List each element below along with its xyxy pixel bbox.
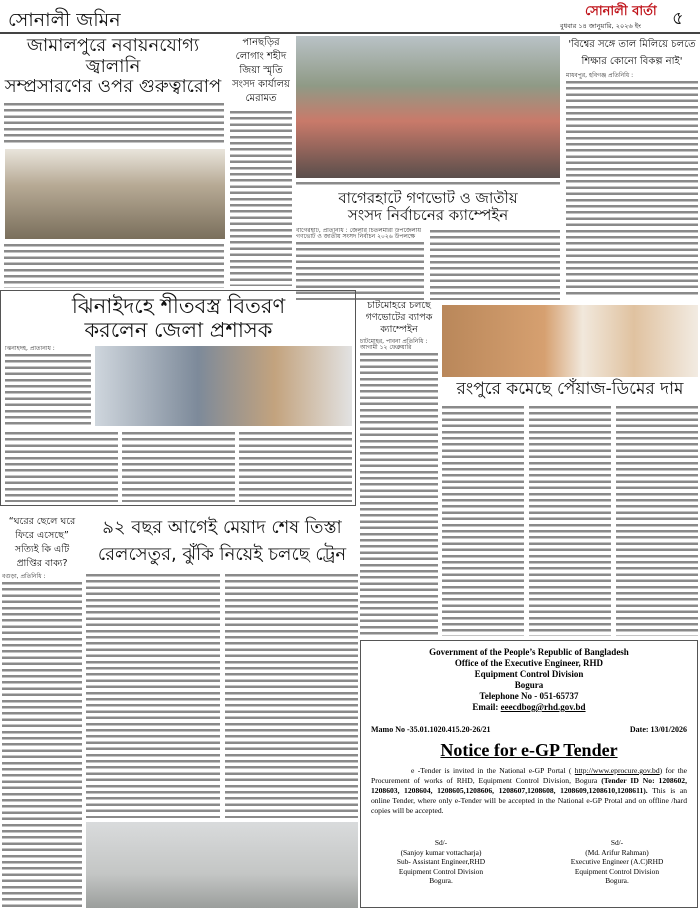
body-text: e -Tender is invited in the National e-GP Portal (: [411, 766, 575, 775]
signatory-name: (Md. Arifur Rahman): [585, 847, 649, 857]
article-body: [122, 430, 235, 502]
article-lead: বগুড়া, প্রতিনিধি :: [2, 574, 82, 580]
header-rule: [0, 32, 700, 34]
article-body: [4, 101, 224, 145]
article-lead: মাধবপুর, হবিগঞ্জ প্রতিনিধি :: [566, 73, 698, 79]
article-box-jhenaidah: [0, 290, 356, 506]
signature-left: [371, 838, 511, 886]
newspaper-logo: সোনালী বার্তা: [585, 4, 657, 19]
photo-rail-bridge-fog: [86, 822, 358, 908]
article-lead: চাটমোহর, পাবনা প্রতিনিধি : আগামী ১২ ফেব্রুয়ারি: [360, 339, 438, 351]
photo-meeting: [5, 149, 225, 239]
article-body: [529, 404, 611, 636]
signature-right: [547, 838, 687, 886]
article-education: [566, 36, 698, 298]
article-chatmohar: [360, 300, 438, 636]
tender-phone: Telephone No - 051-65737: [479, 691, 579, 701]
memo-number: Mamo No -35.01.1020.415.20-26/21: [371, 725, 491, 734]
tender-notice: [360, 640, 698, 908]
headline-line: বাগেরহাটে গণভোট ও জাতীয়: [338, 190, 518, 207]
headline-bagerhat: [296, 190, 560, 225]
headline-panchhari: পানছড়ির লোগাং শহীদ জিয়া স্মৃতি সংসদ কার্যালয় মেরামত: [232, 37, 290, 104]
eprocure-link[interactable]: http://www.eprocure.gov.bd: [574, 766, 660, 775]
article-body: [239, 430, 352, 502]
body-text: ) for the Procurement of works of RHD, Equipment Control Division, Bogura: [371, 766, 687, 785]
article-column: [5, 346, 91, 426]
headline-line: সম্প্রসারণের ওপর গুরুত্বারোপ: [4, 76, 222, 98]
article-panchhari: [230, 36, 292, 286]
tender-email: [371, 702, 687, 713]
article-ghorer-chele: [2, 515, 82, 908]
photo-blanket-distribution: [95, 346, 352, 426]
article-body: [430, 228, 560, 301]
email-label: Email:: [472, 702, 501, 712]
article-jamalpur: [0, 36, 226, 288]
signatory-division: Equipment Control Division: [574, 866, 660, 876]
headline-education: 'বিশ্বের সঙ্গে তাল মিলিয়ে চলতে শিক্ষার কোনো বিকল্প নাই': [568, 39, 696, 67]
memo-row: [371, 725, 687, 734]
article-body: [86, 572, 220, 818]
tender-division: Equipment Control Division: [474, 669, 584, 679]
article-body: [360, 351, 438, 636]
signatory-place: Bogura.: [605, 876, 629, 885]
article-body: [566, 79, 698, 298]
tender-ids: (Tender ID No: 1208602, 1208603, 1208604, 1208605,1208606, 1208607,1208608, 1208609,1208610,1208611).: [371, 776, 687, 795]
article-lead: বাগেরহাট, প্রতিনিধি : জেলার চিতলমারী উপজেলায় গণভোট ও জাতীয় সংসদ নির্বাচন ২০২৬ উপলক্ষে: [296, 228, 424, 240]
article-body: [442, 404, 524, 636]
headline-line: ৯২ বছর আগেই মেয়াদ শেষ তিস্তা: [102, 517, 342, 538]
article-body: [5, 430, 118, 502]
signatory-name: (Sanjoy kumar vottacharja): [400, 847, 482, 857]
page-number: ৫: [672, 8, 684, 29]
photo-onions-eggs: [442, 305, 698, 377]
article-teesta: [86, 514, 358, 908]
photo-campaign: [296, 36, 560, 178]
article-body: [616, 404, 698, 636]
article-columns: [442, 404, 698, 636]
notice-body: [371, 766, 687, 816]
headline-rangpur: রংপুরে কমেছে পেঁয়াজ-ডিমের দাম: [456, 379, 684, 399]
headline-line: করলেন জেলা প্রশাসক: [84, 318, 273, 343]
article-lead: ঝিনাইদহ, প্রতিনিধি :: [5, 346, 91, 352]
article-bagerhat: [296, 190, 560, 300]
headline-line: জামালপুরে নবায়নযোগ্য জ্বালানি: [26, 36, 200, 77]
tender-org: Government of the People’s Republic of Bangladesh: [429, 647, 629, 657]
headline-teesta: [86, 514, 358, 568]
sd: Sd/-: [434, 838, 448, 847]
headline-line: সংসদ নির্বাচনের ক্যাম্পেইন: [347, 206, 509, 225]
article-columns: [5, 430, 352, 502]
signatory-place: Bogura.: [429, 876, 453, 885]
article-body: [2, 580, 82, 908]
sd: Sd/-: [610, 838, 624, 847]
tender-office: Office of the Executive Engineer, RHD: [454, 658, 604, 668]
article-body: [225, 572, 359, 818]
article-body: [230, 109, 292, 286]
headline-line: রেলসেতুর, ঝুঁকি নিয়েই চলছে ট্রেন: [97, 544, 347, 565]
notice-title: Notice for e-GP Tender: [440, 740, 618, 760]
headline-ghorer-chele: “ঘরের ছেলে ঘরে ফিরে এসেছে” সত্যিই কি এটি প্রাপ্তির বাক্য?: [8, 516, 76, 569]
headline-chatmohar: চাটমোহরে চলছে গণভোটের ব্যাপক ক্যাম্পেইন: [365, 300, 433, 335]
signatory-title: Sub- Assistant Engineer,RHD: [396, 857, 486, 866]
photo-row: [5, 346, 352, 426]
photo-caption: [296, 180, 560, 188]
article-rangpur: [442, 305, 698, 636]
article-columns: [86, 572, 358, 818]
headline-line: ঝিনাইদহে শীতবস্ত্র বিতরণ: [71, 294, 286, 318]
section-title: সোনালী জমিন: [8, 9, 121, 31]
notice-date: Date: 13/01/2026: [629, 725, 687, 734]
article-body: [5, 352, 91, 426]
article-body: [4, 242, 224, 288]
headline-jhenaidah: [5, 294, 352, 342]
body-text: This is an online Tender, where only e-Tender will be accepted in the National e-GP Protal and on offline /hard copies will be accepted.: [371, 786, 687, 815]
signatory-title: Executive Engineer (A.C)RHD: [570, 857, 664, 866]
signatures: [371, 838, 687, 886]
issue-date: বুধবার ১৪ জানুয়ারি, ২০২৬ ইং: [560, 22, 641, 30]
headline-jamalpur: [0, 36, 226, 98]
tender-location: Bogura: [514, 680, 544, 690]
signatory-division: Equipment Control Division: [398, 866, 484, 876]
email-link[interactable]: eeecdbog@rhd.gov.bd: [500, 702, 586, 712]
